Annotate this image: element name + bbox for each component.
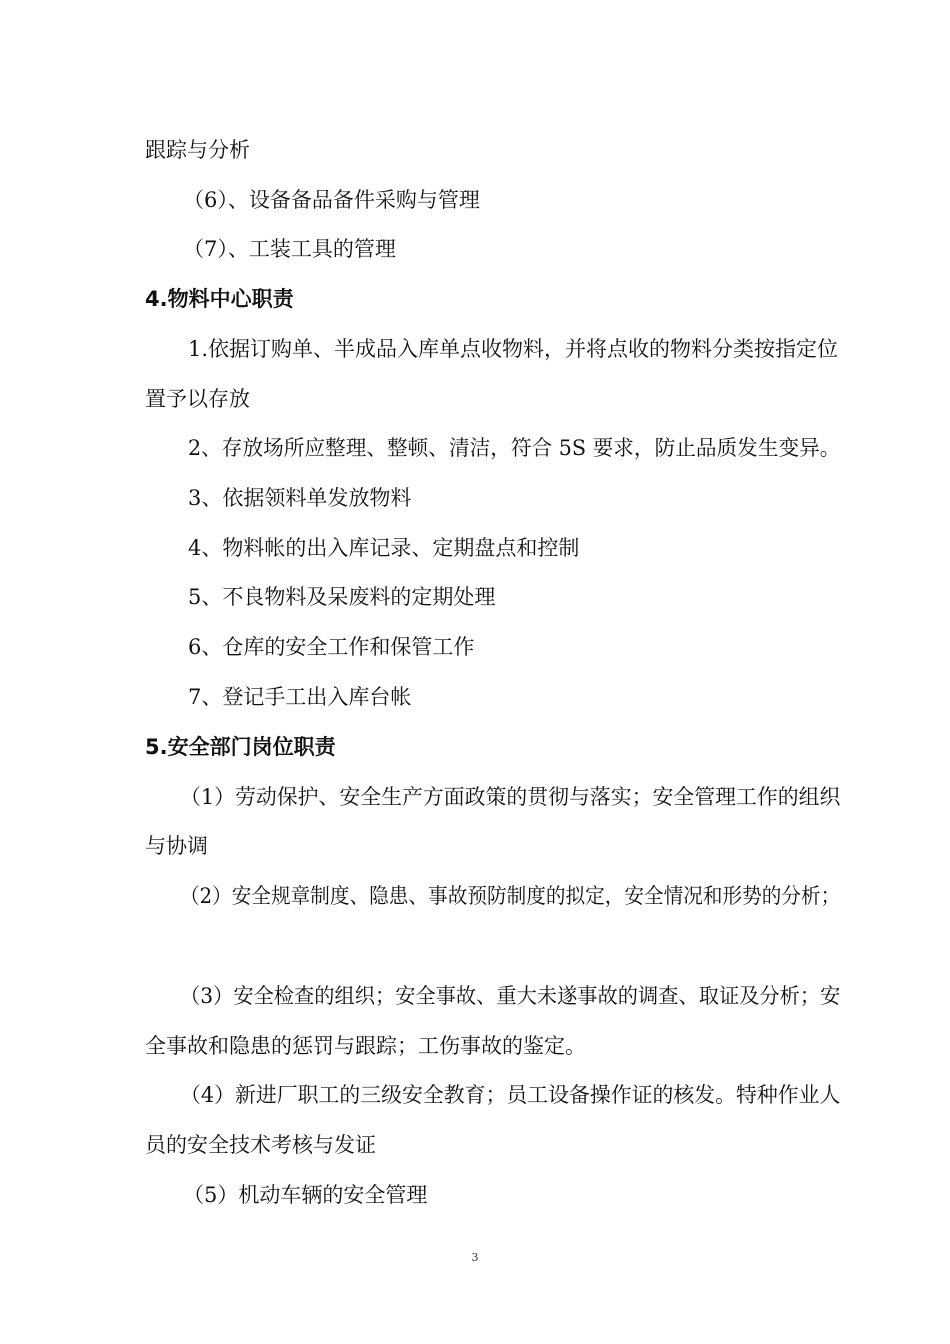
text-line-10: 5、不良物料及呆废料的定期处理 [188,585,496,609]
text-line-11: 6、仓库的安全工作和保管工作 [188,635,475,659]
text-line-20: 员的安全技术考核与发证 [145,1133,376,1157]
text-line-12: 7、登记手工出入库台帐 [188,685,412,709]
text-line-19: （4）新进厂职工的三级安全教育；员工设备操作证的核发。特种作业人 [180,1083,841,1107]
text-line-16: （2）安全规章制度、隐患、事故预防制度的拟定，安全情况和形势的分析； [180,884,841,908]
text-line-17: （3）安全检查的组织；安全事故、重大未遂事故的调查、取证及分析；安 [180,984,841,1008]
text-line-5: 1.依据订购单、半成品入库单点收物料，并将点收的物料分类按指定位 [188,337,839,361]
text-line-15: 与协调 [145,834,208,858]
text-line-3: （7）、工装工具的管理 [183,237,396,261]
text-line-14: （1）劳动保护、安全生产方面政策的贯彻与落实；安全管理工作的组织 [180,785,841,809]
text-line-1: 跟踪与分析 [145,138,250,162]
text-line-7: 2、存放场所应整理、整顿、清洁，符合 5S 要求，防止品质发生变异。 [188,436,841,460]
text-line-6: 置予以存放 [145,387,250,411]
section-heading-safety-dept: 5.安全部门岗位职责 [145,735,336,759]
text-line-21: （5）机动车辆的安全管理 [183,1183,428,1207]
text-line-9: 4、物料帐的出入库记录、定期盘点和控制 [188,536,580,560]
page-number: 3 [471,1251,479,1264]
section-heading-material-center: 4.物料中心职责 [145,287,294,311]
text-line-18: 全事故和隐患的惩罚与跟踪；工伤事故的鉴定。 [145,1034,586,1058]
text-line-2: （6）、设备备品备件采购与管理 [183,188,480,212]
text-line-8: 3、依据领料单发放物料 [188,486,412,510]
